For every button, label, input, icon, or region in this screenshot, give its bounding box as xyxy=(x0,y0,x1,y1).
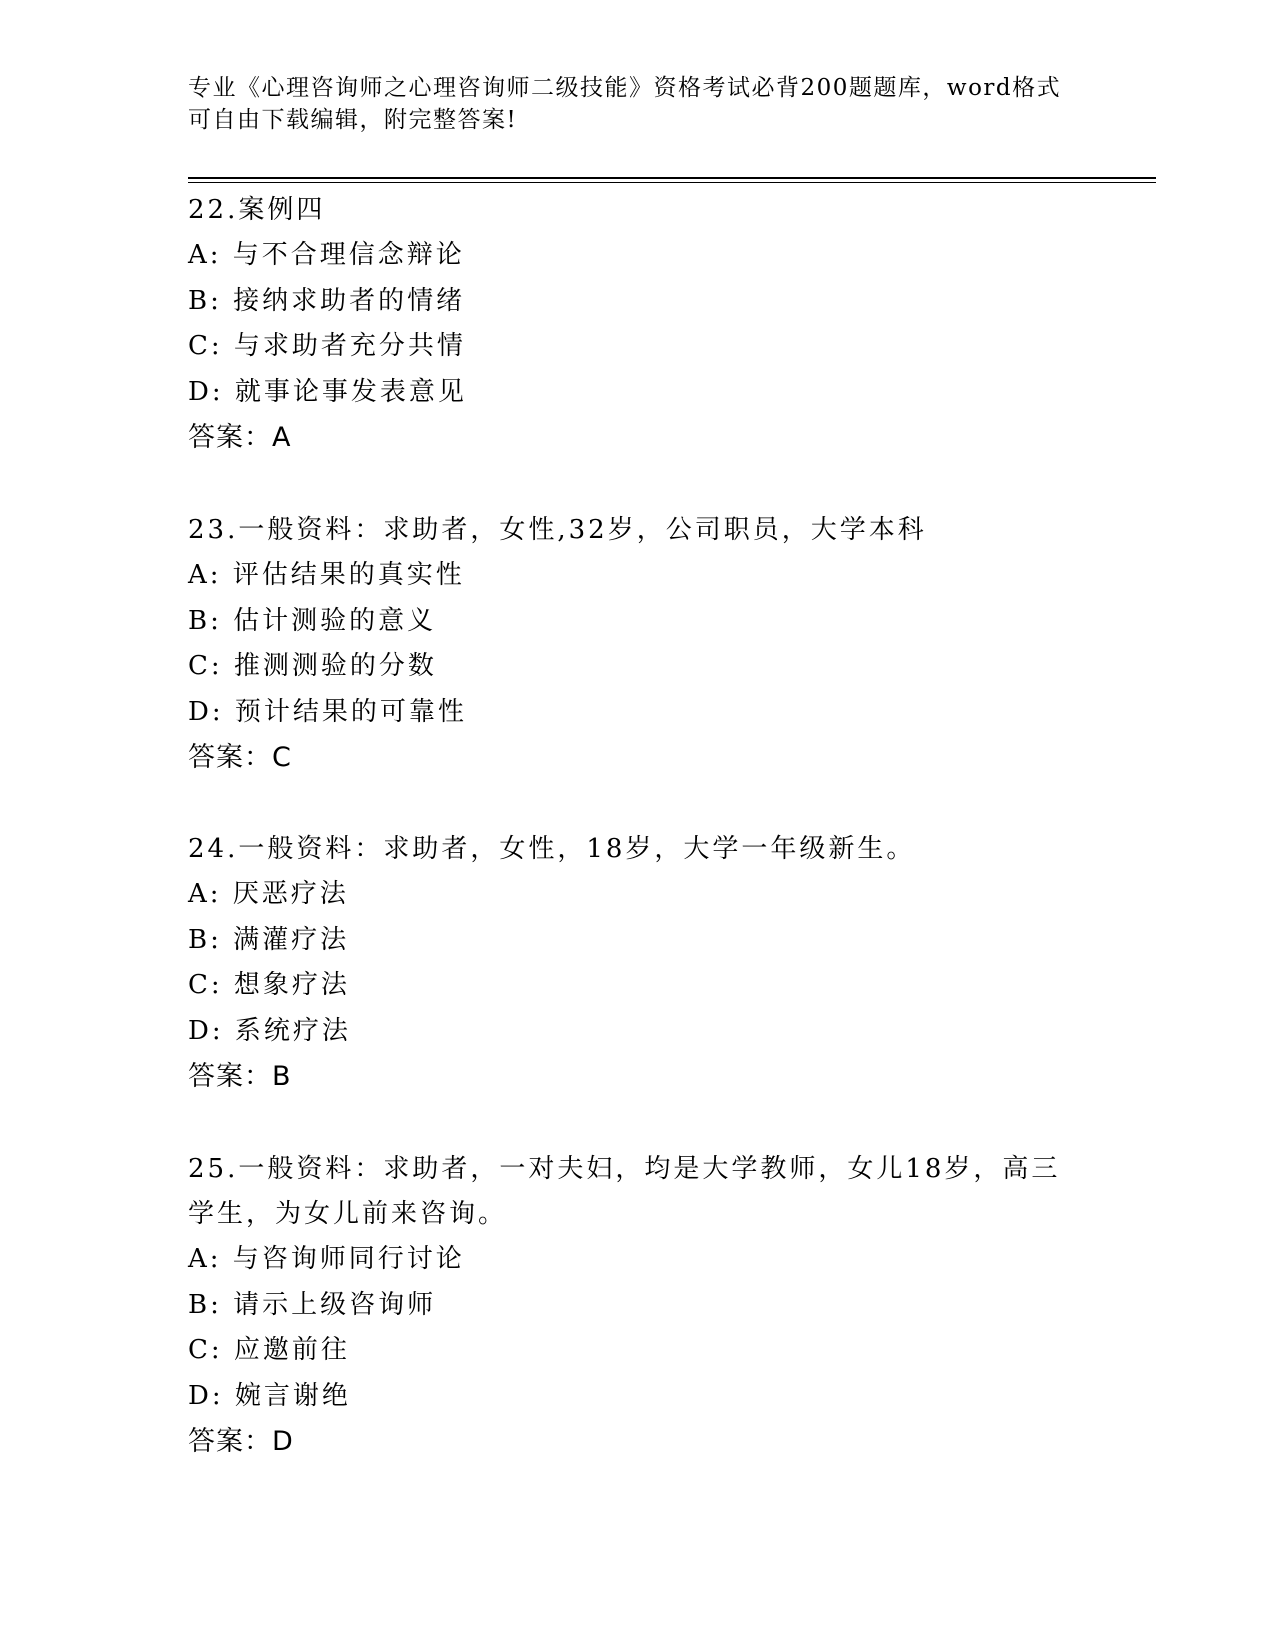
option-c: C: 与求助者充分共情 xyxy=(188,331,466,361)
option-b: B: 估计测验的意义 xyxy=(188,605,437,636)
header-line-2: 可自由下载编辑，附完整答案! xyxy=(188,107,518,133)
question-stem: 23.一般资料：求助者，女性,32岁，公司职员，大学本科 xyxy=(188,515,927,545)
question-stem: 24.一般资料：求助者，女性，18岁，大学一年级新生。 xyxy=(188,834,916,864)
option-d: D: 系统疗法 xyxy=(188,1015,351,1046)
question-25 xyxy=(188,1147,1088,1464)
option-b: B: 请示上级咨询师 xyxy=(188,1289,437,1320)
option-d: D: 婉言谢绝 xyxy=(188,1380,351,1411)
question-22 xyxy=(188,188,1088,460)
answer-line: 答案：B xyxy=(188,1061,292,1092)
option-b: B: 满灌疗法 xyxy=(188,924,350,955)
option-c: C: 应邀前往 xyxy=(188,1335,350,1365)
option-a: A: 与不合理信念辩论 xyxy=(188,240,465,270)
document-header xyxy=(188,72,1088,136)
option-a: A: 与咨询师同行讨论 xyxy=(188,1244,465,1274)
option-a: A: 评估结果的真实性 xyxy=(188,560,465,590)
answer-line: 答案：D xyxy=(188,1426,294,1457)
option-c: C: 推测测验的分数 xyxy=(188,651,437,681)
header-line-1: 专业《心理咨询师之心理咨询师二级技能》资格考试必背200题题库，word格式 xyxy=(188,75,1062,101)
question-23 xyxy=(188,508,1088,780)
option-b: B: 接纳求助者的情绪 xyxy=(188,285,466,316)
answer-line: 答案：A xyxy=(188,422,292,453)
question-stem: 25.一般资料：求助者，一对夫妇，均是大学教师，女儿18岁，高三 xyxy=(188,1154,1061,1184)
answer-line: 答案：C xyxy=(188,742,292,773)
option-d: D: 就事论事发表意见 xyxy=(188,376,467,407)
question-stem-continued: 学生，为女儿前来咨询。 xyxy=(188,1199,508,1229)
option-a: A: 厌恶疗法 xyxy=(188,879,349,909)
header-divider-thin xyxy=(188,182,1156,183)
option-c: C: 想象疗法 xyxy=(188,970,350,1000)
header-divider-thick xyxy=(188,177,1156,179)
question-stem: 22.案例四 xyxy=(188,195,326,225)
option-d: D: 预计结果的可靠性 xyxy=(188,696,467,727)
question-24 xyxy=(188,827,1088,1099)
